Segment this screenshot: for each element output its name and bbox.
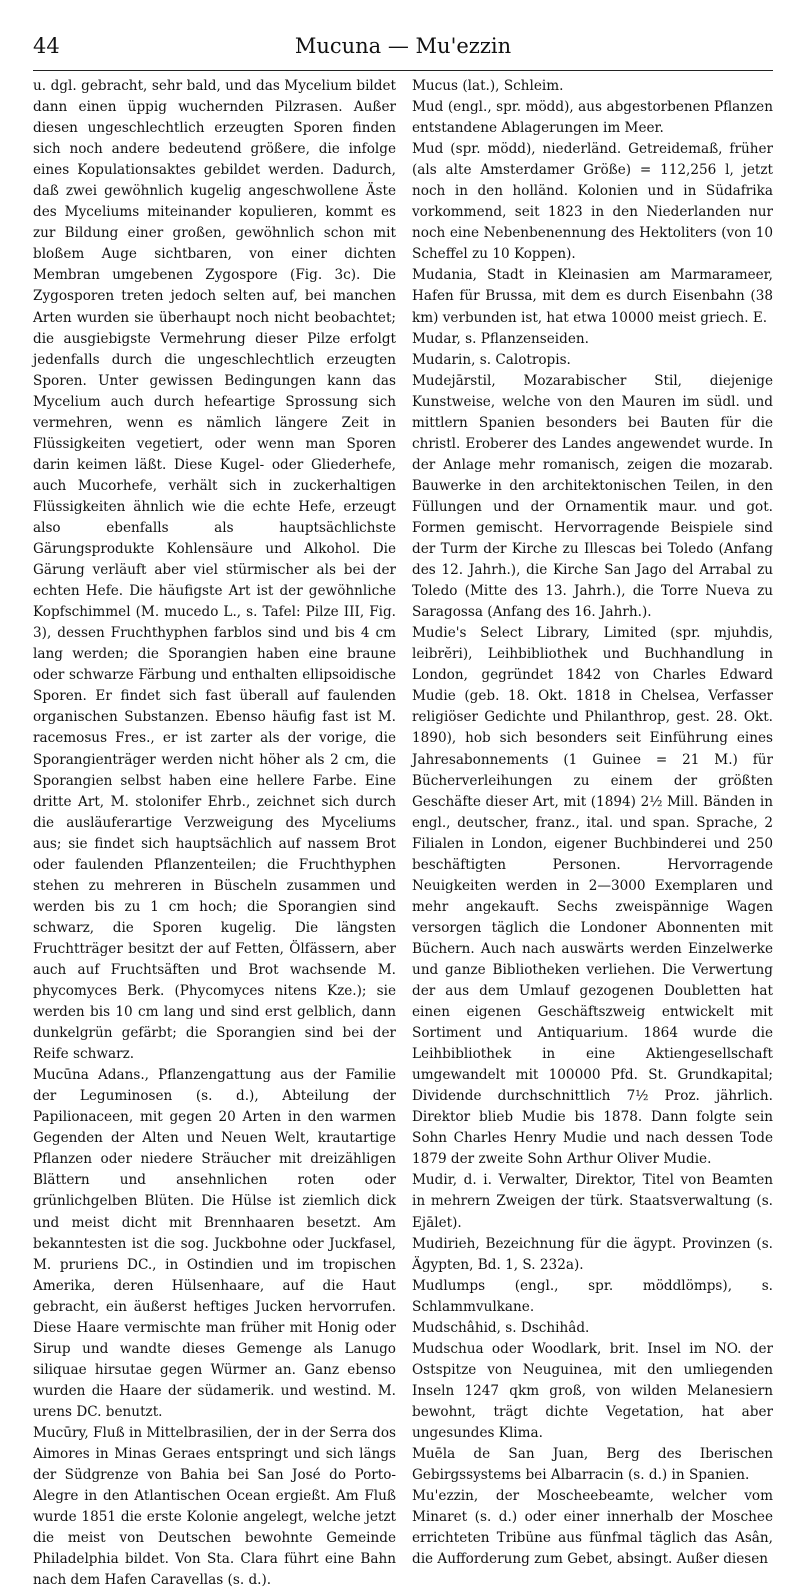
- entry-mucury: Mucūry, Fluß in Mittelbrasilien, der in der Serra dos Aimores in Minas Geraes entspringt und sich längs der Südgrenze von Bahia bei San José do Porto-Alegre in den Atlantischen Ocean ergießt. Am Fluß wurde 1851 die erste Kolonie angelegt, welche jetzt die meist von Deutschen bewohnte Gemeinde Philadelphia bildet. Von Sta. Clara führt eine Bahn nach dem Hafen Caravellas (s. d.).: [33, 1425, 396, 1589]
- entry-mudejarstil: Mudejārstil, Mozarabischer Stil, diejenige Kunstweise, welche von den Mauren im südl. und mittlern Spanien besonders bei Bauten für die christl. Eroberer des Landes angewendet wurde. In der Anlage mehr romanisch, zeigen die mozarab. Bauwerke in den architektonischen Teilen, in den Füllungen und der Ornamentik maur. und got. Formen gemischt. Hervorragende Beispiele sind der Turm der Kirche zu Illescas bei Toledo (Anfang des 12. Jahrh.), die Kirche San Jago del Arrabal zu Toledo (Mitte des 13. Jahrh.), die Torre Nueva zu Saragossa (Anfang des 16. Jahrh.).: [412, 372, 773, 621]
- entry-mucus: Mucus (lat.), Schleim.: [412, 78, 564, 94]
- entry-muela-de-san-juan: Muēla de San Juan, Berg des Iberischen Gebirgssystems bei Albarracin (s. d.) in Spanien.: [412, 1446, 773, 1484]
- entry-mudirieh: Mudirieh, Bezeichnung für die ägypt. Provinzen (s. Ägypten, Bd. 1, S. 232a).: [412, 1235, 773, 1273]
- entry-mud-measure: Mud (spr. mödd), niederländ. Getreidemaß, früher (als alte Amsterdamer Größe) = 112,256 l, jetzt noch in den holländ. Kolonien und in Südafrika vorkommend, seit 1823 in den Niederlanden nur noch eine Nebenbenennung des Hektoliters (von 10 Scheffel zu 10 Koppen).: [412, 141, 773, 263]
- entry-mudar: Mudar, s. Pflanzenseiden.: [412, 330, 589, 347]
- entry-mudies-library: Mudie's Select Library, Limited (spr. mjuhdis, leibrĕri), Leihbibliothek und Buchhandlung in London, gegründet 1842 von Charles Edward Mudie (geb. 18. Okt. 1818 in Chelsea, Verfasser religiöser Gedichte und Philanthrop, gest. 28. Okt. 1890), hob sich besonders seit Einführung eines Jahresabonnements (1 Guinee = 21 M.) für Bücherverleihungen zu einem der größten Geschäfte dieser Art, mit (1894) 2½ Mill. Bänden in engl., deutscher, franz., ital. und span. Sprache, 2 Filialen in London, eigener Buchbinderei und 250 beschäftigten Personen. Hervorragende Neuigkeiten werden in 2—3000 Exemplaren und mehr angekauft. Sechs zweispännige Wagen versorgen täglich die Londoner Abonnenten mit Büchern. Auch nach auswärts werden Einzelwerke und ganze Bibliotheken verliehen. Die Verwertung der aus dem Umlauf gezogenen Doubletten hat einen eigenen Geschäftszweig entwickelt mit Sortiment und Antiquarium. 1864 wurde die Leihbibliothek in eine Aktiengesellschaft umgewandelt mit 100000 Pfd. St. Grundkapital; Dividende durchschnittlich 7½ Proz. jährlich. Direktor blieb Mudie bis 1878. Dann folgte sein Sohn Charles Henry Mudie und nach dessen Tode 1879 der zweite Sohn Arthur Oliver Mudie.: [412, 625, 773, 1168]
- entry-mucuna: Mucūna Adans., Pflanzengattung aus der Familie der Leguminosen (s. d.), Abteilung der Papilionaceen, mit gegen 20 Arten in den warmen Gegenden der Alten und Neuen Welt, krautartige Pflanzen oder niedere Sträucher mit dreizähligen Blättern und ansehnlichen roten oder grünlichgelben Blüten. Die Hülse ist ziemlich dick und meist dicht mit Brennhaaren besetzt. Am bekanntesten ist die sog. Juckbohne oder Juckfasel, M. pruriens DC., in Ostindien und im tropischen Amerika, deren Hülsenhaare, auf die Haut gebracht, ein äußerst heftiges Jucken hervorrufen. Diese Haare vermischte man früher mit Honig oder Sirup und wandte dieses Gemenge als Lanugo siliquae hirsutae gegen Würmer an. Ganz ebenso wurden die Haare der südamerik. und westind. M. urens DC. benutzt.: [33, 1067, 396, 1420]
- page-number: 44: [33, 34, 60, 58]
- running-title: Mucuna — Mu'ezzin: [294, 34, 512, 58]
- entry-mudania: Mudania, Stadt in Kleinasien am Marmarameer, Hafen für Brussa, mit dem es durch Eisenbahn (38 km) verbunden ist, hat etwa 10000 meist griech. E.: [412, 267, 773, 326]
- left-column: [33, 76, 396, 1589]
- right-column: [412, 76, 773, 1568]
- entry-mucor-continued: u. dgl. gebracht, sehr bald, und das Mycelium bildet dann einen üppig wuchernden Pilzrasen. Außer diesen ungeschlechtlich erzeugten Sporen finden sich noch andere bedeutend größere, die infolge eines Kopulationsaktes gebildet werden. Dadurch, daß zwei gewöhnlich kugelig angeschwollene Äste des Myceliums miteinander kopulieren, kommt es zur Bildung einer großen, gewöhnlich schon mit bloßem Auge sichtbaren, von einer dichten Membran umgebenen Zygospore (Fig. 3c). Die Zygosporen treten jedoch selten auf, bei manchen Arten wurden sie überhaupt noch nicht beobachtet; die ausgiebigste Vermehrung dieser Pilze erfolgt jedenfalls durch die ungeschlechtlich erzeugten Sporen. Unter gewissen Bedingungen kann das Mycelium auch durch hefeartige Sprossung sich vermehren, wenn es nämlich längere Zeit in Flüssigkeiten vegetiert, oder wenn man Sporen darin keimen läßt. Diese Kugel- oder Gliederhefe, auch Mucorhefe, verhält sich in zuckerhaltigen Flüssigkeiten ähnlich wie die echte Hefe, erzeugt also ebenfalls als hauptsächlichste Gärungsprodukte Kohlensäure und Alkohol. Die Gärung verläuft aber viel stürmischer als bei der echten Hefe. Die häufigste Art ist der gewöhnliche Kopfschimmel (M. mucedo L., s. Tafel: Pilze III, Fig. 3), dessen Fruchthyphen farblos sind und bis 4 cm lang werden; die Sporangien haben eine braune oder schwarze Färbung und enthalten ellipsoidische Sporen. Er findet sich fast überall auf faulenden organischen Substanzen. Ebenso häufig fast ist M. racemosus Fres., er ist zarter als der vorige, die Sporangienträger werden nicht höher als 2 cm, die Sporangien selbst haben eine hellere Farbe. Eine dritte Art, M. stolonifer Ehrb., zeichnet sich durch die ausläuferartige Verzweigung des Myceliums aus; sie findet sich hauptsächlich auf nassem Brot oder faulenden Pflanzenteilen; die Fruchthyphen stehen zu mehreren in Büscheln zusammen und werden bis zu 1 cm hoch; die Sporangien sind schwarz, die Sporen kugelig. Die längsten Fruchtträger besitzt der auf Fetten, Ölfässern, aber auch auf Fruchtsäften und Brot wachsende M. phycomyces Berk. (Phycomyces nitens Kze.); sie werden bis 10 cm lang und sind erst gelblich, dann dunkelgrün gefärbt; die Sporangien sind bei der Reife schwarz.: [33, 78, 396, 1063]
- two-column-body: [33, 76, 773, 1589]
- entry-muezzin: Mu'ezzin, der Moscheebeamte, welcher vom Minaret (s. d.) oder einer innerhalb der Moschee errichteten Tribüne aus fünfmal täglich das Asân, die Aufforderung zum Gebet, absingt. Außer diesen: [412, 1488, 773, 1568]
- entry-mudarin: Mudarin, s. Calotropis.: [412, 351, 571, 368]
- entry-mudschahid: Mudschâhid, s. Dschihâd.: [412, 1319, 590, 1336]
- entry-mudir: Mudir, d. i. Verwalter, Direktor, Titel von Beamten in mehrern Zweigen der türk. Staatsverwaltung (s. Ejālet).: [412, 1172, 773, 1231]
- entry-mudschua: Mudschua oder Woodlark, brit. Insel im NO. der Ostspitze von Neuguinea, mit den umliegenden Inseln 1247 qkm groß, von wilden Melanesiern bewohnt, trägt dichte Vegetation, hat aber ungesundes Klima.: [412, 1340, 773, 1441]
- header-rule: [33, 70, 773, 71]
- entry-mudlumps: Mudlumps (engl., spr. möddlömps), s. Schlammvulkane.: [412, 1277, 773, 1315]
- page-header: [33, 34, 773, 64]
- entry-mud-engl: Mud (engl., spr. mödd), aus abgestorbenen Pflanzen entstandene Ablagerungen im Meer.: [412, 99, 773, 137]
